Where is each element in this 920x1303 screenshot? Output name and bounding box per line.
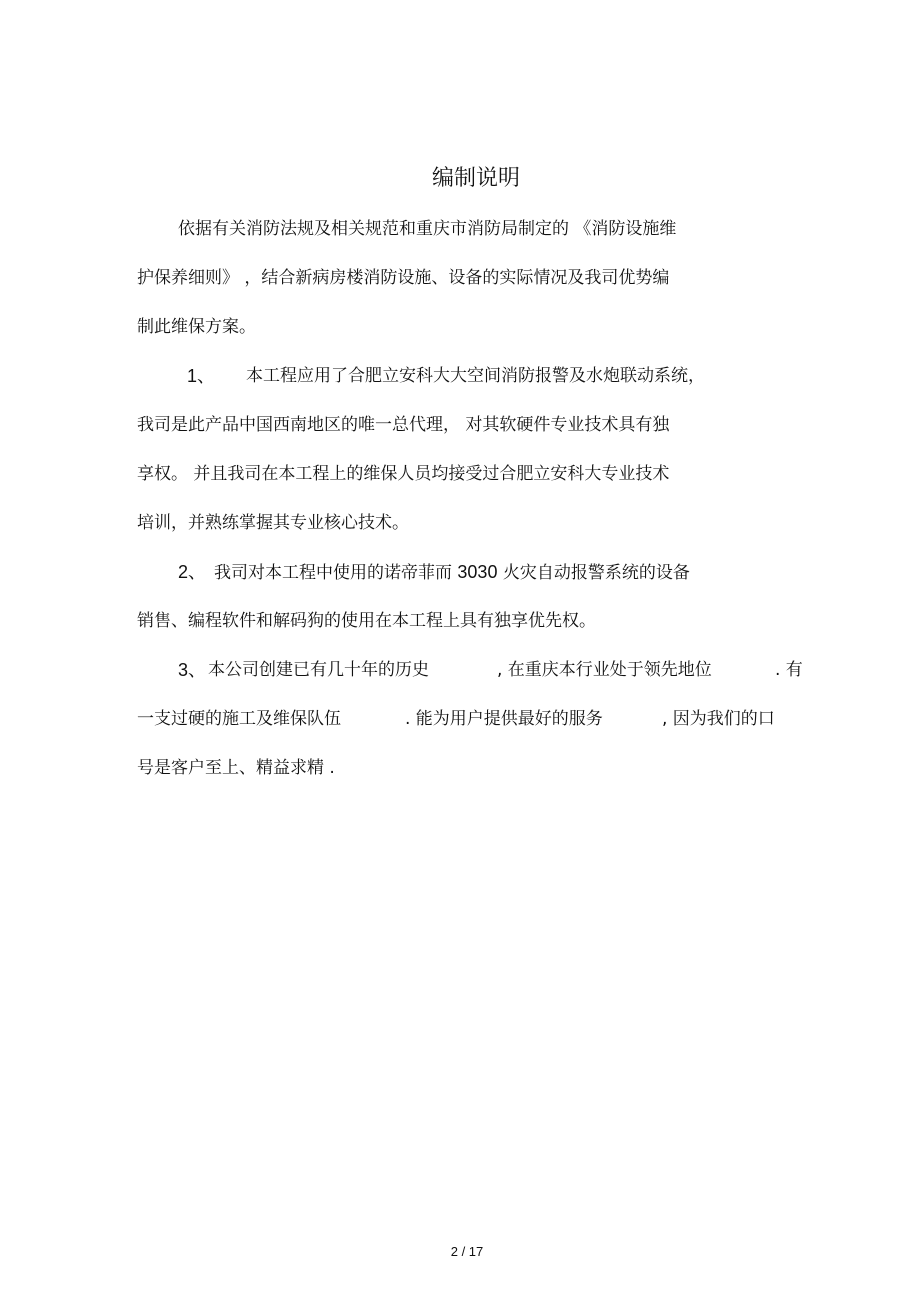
intro-line-1: 依据有关消防法规及相关规范和重庆市消防局制定的 《消防设施维 <box>178 219 677 239</box>
item-3-number: 3、 <box>178 660 207 680</box>
intro-line-2: 护保养细则》 ，结合新病房楼消防设施、设备的实际情况及我司优势编 <box>137 268 670 288</box>
item-1-line-3: 享权。 并且我司在本工程上的维保人员均接受过合肥立安科大专业技术 <box>137 464 670 484</box>
item-1-line-4: 培训，并熟练掌握其专业核心技术。 <box>137 513 409 533</box>
page-title: 编制说明 <box>431 166 520 191</box>
item-1-line-2: 我司是此产品中国西南地区的唯一总代理， 对其软硬件专业技术具有独 <box>137 415 670 435</box>
item-1-number: 1、 <box>187 366 216 386</box>
item-2-line-1 <box>214 560 690 585</box>
page-number: 2 / 17 <box>450 1244 484 1259</box>
item-3-line-1-b: , 在重庆本行业处于领先地位 <box>497 660 712 680</box>
intro-line-3: 制此维保方案。 <box>137 317 256 337</box>
item-2-line-2: 销售、编程软件和解码狗的使用在本工程上具有独享优先权。 <box>137 611 596 631</box>
item-1-line-1: 本工程应用了合肥立安科大大空间消防报警及水炮联动系统， <box>246 366 705 386</box>
item-3-line-2-b: . 能为用户提供最好的服务 <box>405 709 603 729</box>
item-2-model-number: 3030 <box>457 562 498 582</box>
item-3-line-2-c: , 因为我们的口 <box>662 709 775 729</box>
item-2-number: 2、 <box>178 562 207 582</box>
item-3-line-1-c: . 有 <box>775 660 803 680</box>
item-3-line-2-a: 一支过硬的施工及维保队伍 <box>137 709 341 729</box>
item-2-line-1-text-a: 我司对本工程中使用的诺帝菲而 <box>214 563 458 583</box>
item-3-line-3: 号是客户至上、精益求精 . <box>137 758 335 778</box>
item-3-line-1-a: 本公司创建已有几十年的历史 <box>208 660 429 680</box>
item-2-line-1-text-b: 火灾自动报警系统的设备 <box>497 563 690 583</box>
